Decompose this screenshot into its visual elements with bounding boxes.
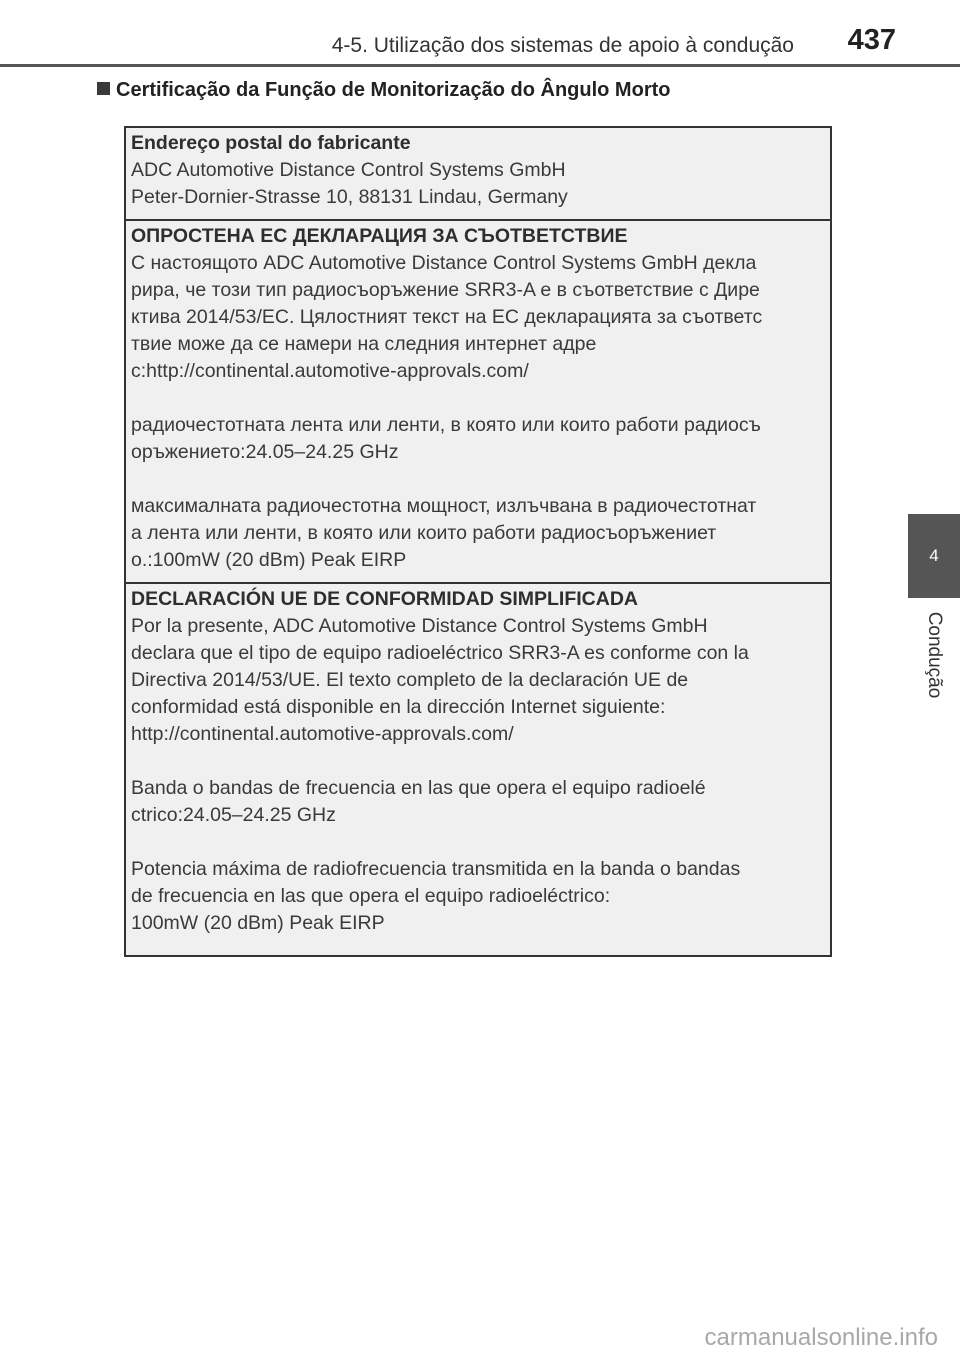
text-line: рира, че този тип радиосъоръжение SRR3-A е в съответствие с Дире [131,279,760,301]
watermark: carmanualsonline.info [704,1324,938,1351]
manufacturer-heading: Endereço postal do fabricante [131,132,411,154]
spanish-heading: DECLARACIÓN UE DE CONFORMIDAD SIMPLIFICADA [131,588,638,610]
page-number: 437 [847,24,896,56]
certification-table [124,126,832,957]
text-line: declara que el tipo de equipo radioeléctrico SRR3-A es conforme con la [131,642,749,664]
text-line: conformidad está disponible en la dirección Internet siguiente: [131,696,666,718]
header-divider [0,64,960,67]
chapter-title: 4-5. Utilização dos sistemas de apoio à condução [331,34,794,57]
text-line: а лента или ленти, в която или които работи радиосъоръжениет [131,522,717,544]
bulgarian-heading: ОПРОСТЕНА ЕС ДЕКЛАРАЦИЯ ЗА СЪОТВЕТСТВИЕ [131,225,628,247]
text-line: о.:100mW (20 dBm) Peak EIRP [131,549,407,571]
bulgarian-declaration-cell [126,221,830,584]
text-line: С настоящото ADC Automotive Distance Control Systems GmbH декла [131,252,757,274]
section-title-text: Certificação da Função de Monitorização do Ângulo Morto [116,79,671,101]
text-line: ктива 2014/53/ЕС. Цялостният текст на ЕС декларацията за съответс [131,306,763,328]
text-line: радиочестотната лента или ленти, в която или които работи радиосъ [131,414,761,436]
text-line: Potencia máxima de radiofrecuencia transmitida en la banda o bandas [131,858,741,880]
text-line: Directiva 2014/53/UE. El texto completo de la declaración UE de [131,669,689,691]
text-line: Por la presente, ADC Automotive Distance Control Systems GmbH [131,615,708,637]
text-line: максималната радиочестотна мощност, излъчвана в радиочестотнат [131,495,757,517]
chapter-tab-number: 4 [929,546,939,565]
text-line: 100mW (20 dBm) Peak EIRP [131,912,385,934]
text-line: http://continental.automotive-approvals.com/ [131,723,514,745]
square-bullet-icon [97,82,110,95]
text-line: de frecuencia en las que opera el equipo radioeléctrico: [131,885,611,907]
text-line: Banda o bandas de frecuencia en las que opera el equipo radioelé [131,777,706,799]
spanish-declaration-cell [126,584,830,955]
text-line: с:http://continental.automotive-approvals.com/ [131,360,529,382]
text-line: оръжението:24.05–24.25 GHz [131,441,399,463]
manufacturer-line: Peter-Dornier-Strasse 10, 88131 Lindau, Germany [131,186,568,208]
text-line: твие може да се намери на следния интернет адре [131,333,597,355]
chapter-tab[interactable] [908,514,960,598]
page-header [0,0,960,64]
manufacturer-line: ADC Automotive Distance Control Systems GmbH [131,159,566,181]
text-line: ctrico:24.05–24.25 GHz [131,804,336,826]
section-heading [97,79,670,102]
manufacturer-cell [126,128,830,221]
chapter-tab-label: Condução [924,611,945,699]
